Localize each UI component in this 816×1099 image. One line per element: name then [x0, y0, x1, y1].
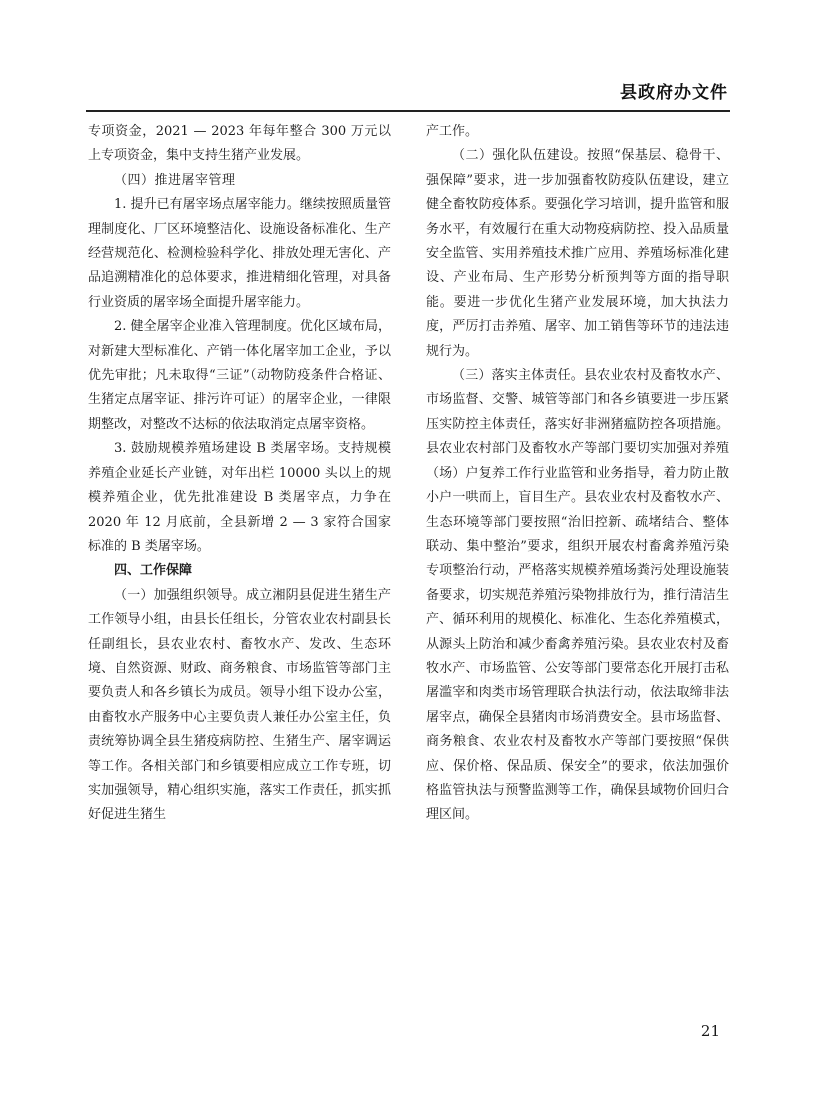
right-column: [426, 120, 729, 828]
paragraph: （三）落实主体责任。县农业农村及畜牧水产、市场监督、交警、城管等部门和各乡镇要进一步压紧压实防控主体责任，落实好非洲猪瘟防控各项措施。县农业农村部门及畜牧水产等部门要切实加强对养殖（场）户复养工作行业监管和业务指导，着力防止散小户一哄而上，盲目生产。县农业农村及畜牧水产、生态环境等部门要按照“治旧控新、疏堵结合、整体联动、集中整治”要求，组织开展农村畜禽养殖污染专项整治行动，严格落实规模养殖场粪污处理设施装备要求，切实规范养殖污染物排放行为，推行清洁生产、循环利用的规模化、标准化、生态化养殖模式，从源头上防治和减少畜禽养殖污染。县农业农村及畜牧水产、市场监管、公安等部门要常态化开展打击私屠滥宰和肉类市场管理联合执法行动，依法取缔非法屠宰点，确保全县猪肉市场消费安全。县市场监督、商务粮食、农业农村及畜牧水产等部门要按照“保供应、保价格、保品质、保安全”的要求，依法加强价格监管执法与预警监测等工作，确保县域物价回归合理区间。: [426, 368, 729, 823]
paragraph: 专项资金，2021 — 2023 年每年整合 300 万元以上专项资金，集中支持生猪产业发展。: [88, 124, 391, 164]
left-column: [88, 120, 391, 828]
page-number: 21: [700, 1022, 720, 1040]
section-subheading: （四）推进屠宰管理: [114, 172, 236, 188]
paragraph: （一）加强组织领导。成立湘阴县促进生猪生产工作领导小组，由县长任组长，分管农业农村副县长任副组长，县农业农村、畜牧水产、发改、生态环境、自然资源、财政、商务粮食、市场监管等部门主要负责人和各乡镇长为成员。领导小组下设办公室，由畜牧水产服务中心主要负责人兼任办公室主任，负责统筹协调全县生猪疫病防控、生猪生产、屠宰调运等工作。各相关部门和乡镇要相应成立工作专班，切实加强领导，精心组织实施，落实工作责任，抓实抓好促进生猪生: [88, 587, 391, 823]
paragraph: （二）强化队伍建设。按照“保基层、稳骨干、强保障”要求，进一步加强畜牧防疫队伍建设，建立健全畜牧防疫体系。要强化学习培训，提升监管和服务水平，有效履行在重大动物疫病防控、投入品质量安全监管、实用养殖技术推广应用、养殖场标准化建设、产业布局、生产形势分析预判等方面的指导职能。要进一步优化生猪产业发展环境，加大执法力度，严厉打击养殖、屠宰、加工销售等环节的违法违规行为。: [426, 148, 729, 359]
paragraph: 2. 健全屠宰企业准入管理制度。优化区域布局，对新建大型标准化、产销一体化屠宰加工企业，予以优先审批；凡未取得“三证”（动物防疫条件合格证、生猪定点屠宰证、排污许可证）的屠宰企业，一律限期整改，对整改不达标的依法取消定点屠宰资格。: [88, 319, 391, 432]
header-rule: [86, 110, 730, 112]
page-header-title: 县政府办文件: [620, 83, 728, 103]
section-heading: 四、工作保障: [114, 563, 193, 579]
paragraph: 1. 提升已有屠宰场点屠宰能力。继续按照质量管理制度化、厂区环境整洁化、设施设备标准化、生产经营规范化、检测检验科学化、排放处理无害化、产品追溯精准化的总体要求，推进精细化管理，对具备行业资质的屠宰场全面提升屠宰能力。: [88, 197, 391, 310]
paragraph: 产工作。: [426, 124, 479, 139]
paragraph: 3. 鼓励规模养殖场建设 B 类屠宰场。支持规模养殖企业延长产业链，对年出栏 10000 头以上的规模养殖企业，优先批准建设 B 类屠宰点，力争在 2020 年 12 月底前，全县新增 2 — 3 家符合国家标准的 B 类屠宰场。: [88, 441, 391, 554]
